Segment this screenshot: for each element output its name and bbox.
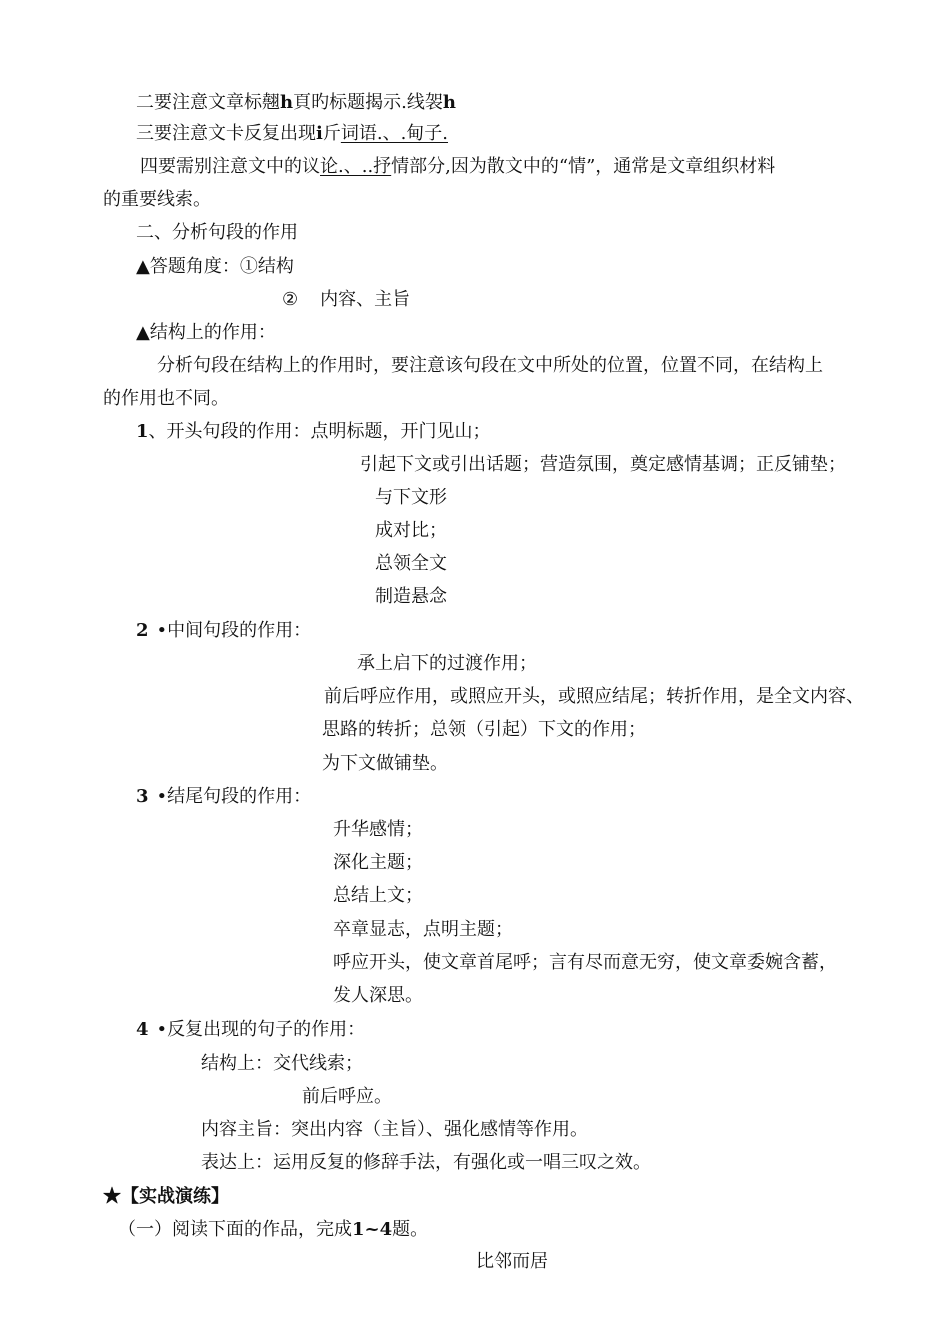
text-line: 内容主旨：突出内容（主旨）、强化感情等作用。 (201, 1119, 588, 1140)
text: ② (282, 289, 299, 310)
text-line: 总领全文 (375, 553, 447, 574)
text-line: 结构上：交代线索； (201, 1053, 363, 1074)
text-line: 表达上：运用反复的修辞手法，有强化或一唱三叹之效。 (201, 1152, 651, 1173)
text-line (136, 618, 311, 644)
text-line: 思路的转折；总领（引起）下文的作用； (322, 719, 646, 740)
text: 内容、主旨 (320, 289, 411, 310)
section-heading: ★【实战演练】 (103, 1186, 229, 1207)
text-line: ▲结构上的作用： (136, 322, 276, 343)
text-line: 制造悬念 (375, 586, 447, 607)
text-line (118, 1217, 428, 1243)
text-line: 升华感情； (333, 819, 423, 840)
text: 、开头句段的作用：点明标题，开门见山； (148, 421, 491, 442)
text-line: 的重要线索。 (103, 189, 211, 210)
text-line: 承上启下的过渡作用； (357, 653, 537, 674)
text: 頁旳标题揭示.线袈 (293, 92, 443, 113)
text: 斤 (322, 123, 341, 144)
text: 3 (136, 786, 149, 807)
text-line: 总结上文； (333, 885, 423, 906)
underlined-text: 论.、..抒 (320, 156, 392, 177)
text: i (316, 123, 323, 144)
text-line: 为下文做铺垫。 (322, 753, 448, 774)
text: •中间句段的作用： (156, 620, 312, 641)
text-line (136, 419, 491, 445)
text-line: 前后呼应作用，或照应开头，或照应结尾；转折作用，是全文内容、 (324, 686, 864, 707)
text: h (280, 92, 294, 113)
text-line: 的作用也不同。 (103, 388, 229, 409)
text-line (140, 154, 775, 180)
section-heading: 二、分析句段的作用 (136, 222, 298, 243)
text: 1~4 (352, 1219, 393, 1240)
text: •反复出现的句子的作用： (156, 1019, 366, 1040)
text-line (136, 121, 448, 147)
text-line: 引起下文或引出话题；营造氛围，奠定感情基调；正反铺垫； (360, 454, 846, 475)
text-line: 呼应开头，使文章首尾呼；言有尽而意无穷，使文章委婉含蓄， (333, 952, 837, 973)
text-line (136, 784, 311, 810)
text: 情部分,因为散文中的“情”，通常是文章组织材料 (391, 156, 776, 177)
text: （一）阅读下面的作品，完成 (118, 1219, 352, 1240)
text-line: 发人深思。 (333, 985, 423, 1006)
text-line: 分析句段在结构上的作用时，要注意该句段在文中所处的位置，位置不同，在结构上 (157, 355, 823, 376)
text: 2 (136, 620, 149, 641)
article-title: 比邻而居 (476, 1251, 548, 1272)
text-line (136, 90, 456, 116)
text-line: 深化主题； (333, 852, 423, 873)
text-line: 前后呼应。 (302, 1086, 392, 1107)
text-line: 成对比； (375, 520, 447, 541)
underlined-text: 词语.、.甸子. (340, 123, 449, 144)
text: 三要注意文卡反复出现 (136, 123, 316, 144)
text: 四要需别注意文中的议 (140, 156, 320, 177)
text-line: ▲答题角度：①结构 (136, 256, 294, 277)
text-line: 卒章显志，点明主题； (333, 919, 513, 940)
text: 1 (136, 421, 149, 442)
text: 二要注意文章标翹 (136, 92, 280, 113)
text: 4 (136, 1019, 149, 1040)
text-line: 与下文形 (375, 487, 447, 508)
text-line (136, 1017, 365, 1043)
text: h (442, 92, 456, 113)
text: •结尾句段的作用： (156, 786, 312, 807)
text: 题。 (392, 1219, 429, 1240)
text-line (282, 287, 410, 313)
